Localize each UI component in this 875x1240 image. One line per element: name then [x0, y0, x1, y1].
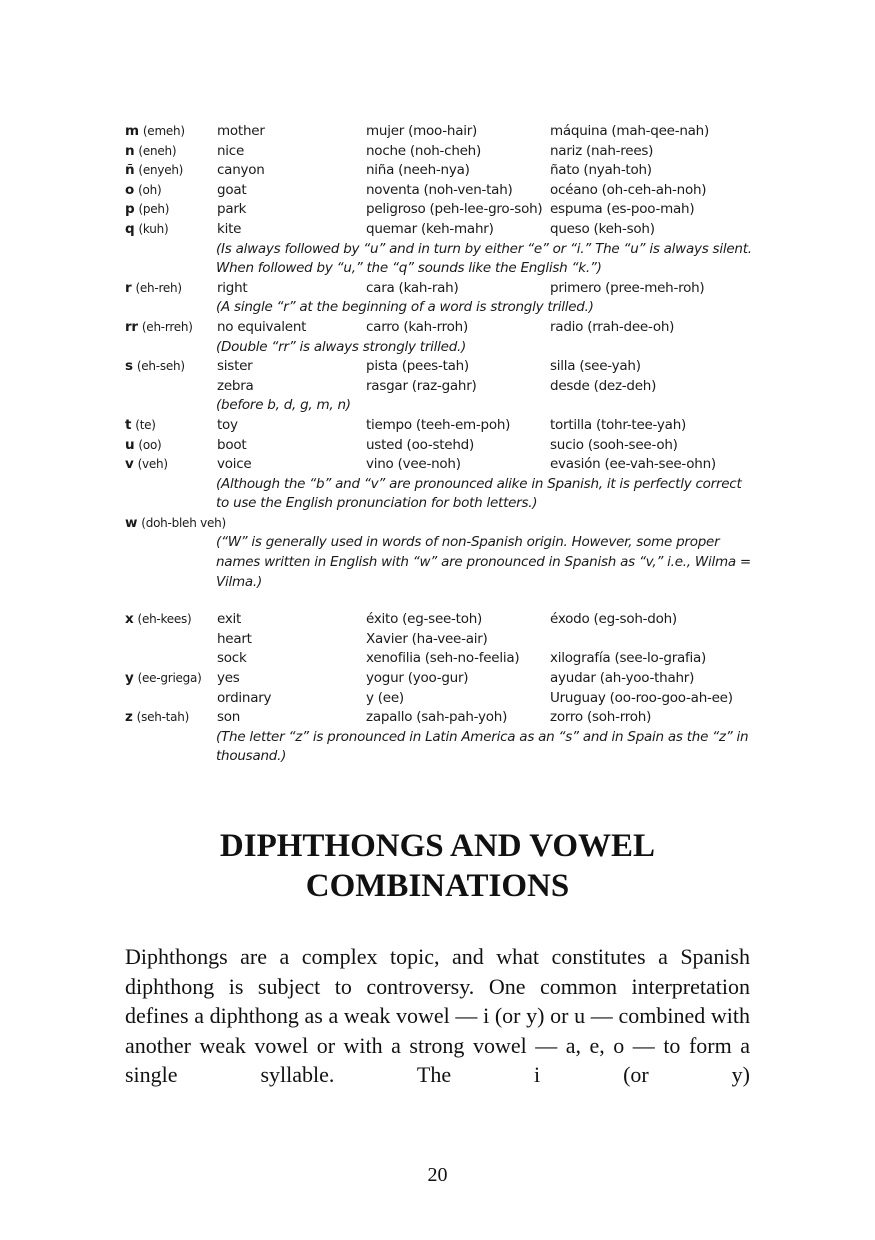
spanish-example-2: evasión (ee-vah-see-ohn): [550, 456, 716, 473]
letter-name-pronunciation: (oo): [138, 437, 162, 452]
letter-cell: [125, 708, 189, 728]
english-example: park: [217, 201, 247, 218]
table-row: [125, 161, 765, 181]
spanish-example-1: noche (noh-cheh): [366, 142, 482, 159]
table-row: [125, 708, 765, 728]
table-row: [125, 279, 765, 299]
table-row: [125, 455, 765, 475]
table-row: [125, 669, 765, 689]
spanish-example-2: éxodo (eg-soh-doh): [550, 611, 677, 628]
spanish-example-1: noventa (noh-ven-tah): [366, 181, 513, 198]
table-row: [125, 689, 765, 709]
spanish-example-2: radio (rrah-dee-oh): [550, 318, 675, 335]
spanish-example-1: Xavier (ha-vee-air): [366, 630, 488, 647]
letter: z: [125, 709, 133, 726]
letter-cell: [125, 436, 161, 456]
pronunciation-note: (The letter “z” is pronounced in Latin America as an “s” and in Spain as the “z” in thousand.): [216, 728, 749, 765]
letter-name-pronunciation: (eh-seh): [136, 359, 185, 374]
table-row: [125, 377, 765, 397]
spanish-example-1: éxito (eg-see-toh): [366, 611, 483, 628]
letter-name-pronunciation: (eneh): [138, 143, 177, 158]
letter-cell: [125, 669, 202, 689]
spanish-example-2: nariz (nah-rees): [550, 142, 654, 159]
spanish-example-2: primero (pree-meh-roh): [550, 279, 705, 296]
english-example: canyon: [217, 162, 265, 179]
spanish-example-2: sucio (sooh-see-oh): [550, 436, 678, 453]
spanish-example-2: queso (keh-soh): [550, 220, 655, 237]
spanish-example-1: vino (vee-noh): [366, 456, 461, 473]
table-row: [125, 514, 765, 534]
letter-name-pronunciation: (oh): [138, 182, 162, 197]
pronunciation-note: (A single “r” at the beginning of a word is strongly trilled.): [216, 299, 594, 316]
spanish-example-2: máquina (mah-qee-nah): [550, 123, 709, 139]
english-example: zebra: [217, 377, 254, 394]
spanish-example-1: yogur (yoo-gur): [366, 670, 469, 687]
english-example: toy: [217, 416, 238, 433]
table-row: [125, 318, 765, 338]
spanish-example-2: xilografía (see-lo-grafia): [550, 650, 707, 667]
english-example: exit: [217, 611, 242, 628]
letter-cell: [125, 142, 176, 162]
table-row: [125, 630, 765, 650]
spanish-example-1: usted (oo-stehd): [366, 436, 474, 453]
letter: t: [125, 416, 132, 433]
letter-name-pronunciation: (seh-tah): [136, 710, 190, 725]
letter-cell: [125, 514, 226, 534]
letter-cell: [125, 122, 185, 142]
letter: o: [125, 181, 135, 198]
english-example: sock: [217, 650, 247, 667]
letter: m: [125, 123, 139, 139]
pronunciation-note: (“W” is generally used in words of non-Spanish origin. However, some proper names written in English with “w” are pronounced in Spanish as “v,” i.e., Wilma = Vilma.): [216, 534, 751, 590]
spanish-example-1: tiempo (teeh-em-poh): [366, 416, 511, 433]
letter: n: [125, 142, 135, 159]
table-row: [125, 416, 765, 436]
english-example: mother: [217, 123, 265, 139]
letter-name-pronunciation: (doh-bleh veh): [141, 515, 226, 530]
letter-name-pronunciation: (kuh): [138, 221, 169, 236]
letter: r: [125, 279, 132, 296]
english-example: no equivalent: [217, 318, 307, 335]
body-paragraph-block: [125, 942, 750, 1090]
pronunciation-note: (Is always followed by “u” and in turn by either “e” or “i.” The “u” is always silent. When followed by “u,” the “q” sounds like the English “k.”): [216, 240, 752, 277]
spanish-example-2: ñato (nyah-toh): [550, 162, 652, 179]
page-number: 20: [427, 1164, 448, 1186]
english-example: voice: [217, 456, 252, 473]
pronunciation-note: (Although the “b” and “v” are pronounced alike in Spanish, it is perfectly correct to use the English pronunciation for both letters.): [216, 475, 742, 512]
letter-cell: [125, 455, 168, 475]
spanish-example-1: peligroso (peh-lee-gro-soh): [366, 201, 543, 218]
spanish-example-2: océano (oh-ceh-ah-noh): [550, 181, 707, 198]
table-row: [125, 122, 765, 142]
table-row: [125, 220, 765, 240]
letter-name-pronunciation: (eh-kees): [137, 612, 192, 627]
table-row: [125, 649, 765, 669]
spanish-example-1: rasgar (raz-gahr): [366, 377, 477, 394]
spanish-example-1: y (ee): [366, 689, 404, 706]
letter: rr: [125, 318, 138, 335]
table-spacer: [125, 592, 765, 610]
spanish-example-2: ayudar (ah-yoo-thahr): [550, 670, 695, 687]
letter-cell: [125, 200, 169, 220]
letter: u: [125, 436, 135, 453]
pronunciation-table: [125, 122, 765, 767]
letter: w: [125, 514, 138, 531]
letter-name-pronunciation: (eh-rreh): [141, 319, 193, 334]
letter: y: [125, 670, 134, 687]
table-row: [125, 357, 765, 377]
english-example: ordinary: [217, 689, 272, 706]
letter-name-pronunciation: (eh-reh): [135, 280, 182, 295]
letter-name-pronunciation: (te): [135, 417, 156, 432]
spanish-example-1: carro (kah-rroh): [366, 318, 469, 335]
letter-cell: [125, 610, 192, 630]
spanish-example-2: espuma (es-poo-mah): [550, 201, 695, 218]
letter-name-pronunciation: (emeh): [142, 124, 185, 138]
spanish-example-1: xenofilia (seh-no-feelia): [366, 650, 520, 667]
english-example: yes: [217, 670, 240, 687]
table-row: [125, 436, 765, 456]
letter: q: [125, 220, 135, 237]
letter-cell: [125, 161, 183, 181]
letter-name-pronunciation: (veh): [137, 457, 168, 472]
spanish-example-1: cara (kah-rah): [366, 279, 459, 296]
english-example: kite: [217, 220, 242, 237]
section-heading-line-1: DIPHTHONGS AND VOWEL: [219, 828, 656, 864]
spanish-example-1: mujer (moo-hair): [366, 123, 478, 139]
spanish-example-1: quemar (keh-mahr): [366, 220, 494, 237]
section-heading: [0, 826, 875, 906]
letter-cell: [125, 220, 168, 240]
letter-name-pronunciation: (peh): [138, 202, 170, 217]
table-row: [125, 142, 765, 162]
spanish-example-2: tortilla (tohr-tee-yah): [550, 416, 687, 433]
letter: s: [125, 358, 133, 375]
letter: p: [125, 201, 135, 218]
english-example: boot: [217, 436, 247, 453]
letter-cell: [125, 357, 185, 377]
letter-cell: [125, 279, 182, 299]
letter-name-pronunciation: (ee-griega): [137, 671, 202, 686]
body-paragraph: Diphthongs are a complex topic, and what constitutes a Spanish diphthong is subject to controversy. One common interpretation defines a diphthong as a weak vowel — i (or y) or u — combined with another weak vowel or with a strong vowel — a, e, o — to form a single syllable. The i (or y): [125, 944, 750, 1088]
letter-cell: [125, 416, 156, 436]
spanish-example-2: silla (see-yah): [550, 358, 641, 375]
pronunciation-note: (before b, d, g, m, n): [216, 397, 351, 414]
table-row: [125, 610, 765, 630]
letter: v: [125, 456, 134, 473]
english-example: heart: [217, 630, 252, 647]
letter-name-pronunciation: (enyeh): [138, 163, 184, 178]
letter: x: [125, 611, 134, 628]
section-heading-line-2: COMBINATIONS: [305, 868, 570, 904]
letter-cell: [125, 181, 161, 201]
english-example: right: [217, 279, 248, 296]
table-row: [125, 200, 765, 220]
pronunciation-note: (Double “rr” is always strongly trilled.): [216, 338, 467, 355]
english-example: son: [217, 709, 241, 726]
spanish-example-2: desde (dez-deh): [550, 377, 657, 394]
english-example: nice: [217, 142, 245, 159]
spanish-example-2: zorro (soh-rroh): [550, 709, 652, 726]
letter: ñ: [125, 162, 135, 179]
spanish-example-2: Uruguay (oo-roo-goo-ah-ee): [550, 689, 733, 706]
table-row: [125, 181, 765, 201]
english-example: sister: [217, 358, 253, 375]
spanish-example-1: pista (pees-tah): [366, 358, 469, 375]
spanish-example-1: zapallo (sah-pah-yoh): [366, 709, 508, 726]
english-example: goat: [217, 181, 247, 198]
letter-cell: [125, 318, 193, 338]
spanish-example-1: niña (neeh-nya): [366, 162, 470, 179]
